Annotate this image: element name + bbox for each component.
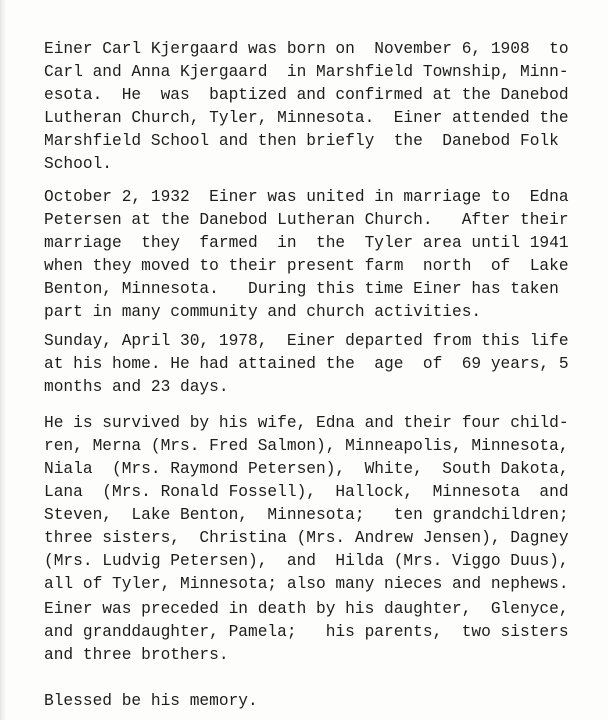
paragraph-survivors: He is survived by his wife, Edna and their four child- ren, Merna (Mrs. Fred Salmon), Minneapolis, Minnesota, Niala (Mrs. Raymond Petersen), White, South Dakota, Lana (Mrs. Ronald Fossell), Hallock, Minnesota and Steven, Lake Benton, Minnesota; ten grandchildren; three sisters, Christina (Mrs. Andrew Jensen), Dagney (Mrs. Ludvig Petersen), and Hilda (Mrs. Viggo Duus), all of Tyler, Minnesota; also many nieces and nephews.: [44, 414, 569, 593]
paragraph-death: Sunday, April 30, 1978, Einer departed from this life at his home. He had attained the age of 69 years, 5 months and 23 days.: [44, 332, 569, 396]
scan-edge-shadow: [0, 0, 6, 720]
paragraph-preceded: Einer was preceded in death by his daughter, Glenyce, and granddaughter, Pamela; his parents, two sisters and three brothers.: [44, 600, 569, 664]
paragraph-birth: Einer Carl Kjergaard was born on November 6, 1908 to Carl and Anna Kjergaard in Marshfield Township, Minn- esota. He was baptized and confirmed at the Danebod Lutheran Church, Tyler, Minnesota. Einer attended the Marshfield School and then briefly the Danebod Folk School.: [44, 40, 569, 173]
paragraph-closing: Blessed be his memory.: [44, 692, 258, 710]
paragraph-marriage: October 2, 1932 Einer was united in marriage to Edna Petersen at the Danebod Lutheran Church. After their marriage they farmed in the Tyler area until 1941 when they moved to their present farm north of Lake Benton, Minnesota. During this time Einer has taken part in many community and church activities.: [44, 188, 569, 321]
